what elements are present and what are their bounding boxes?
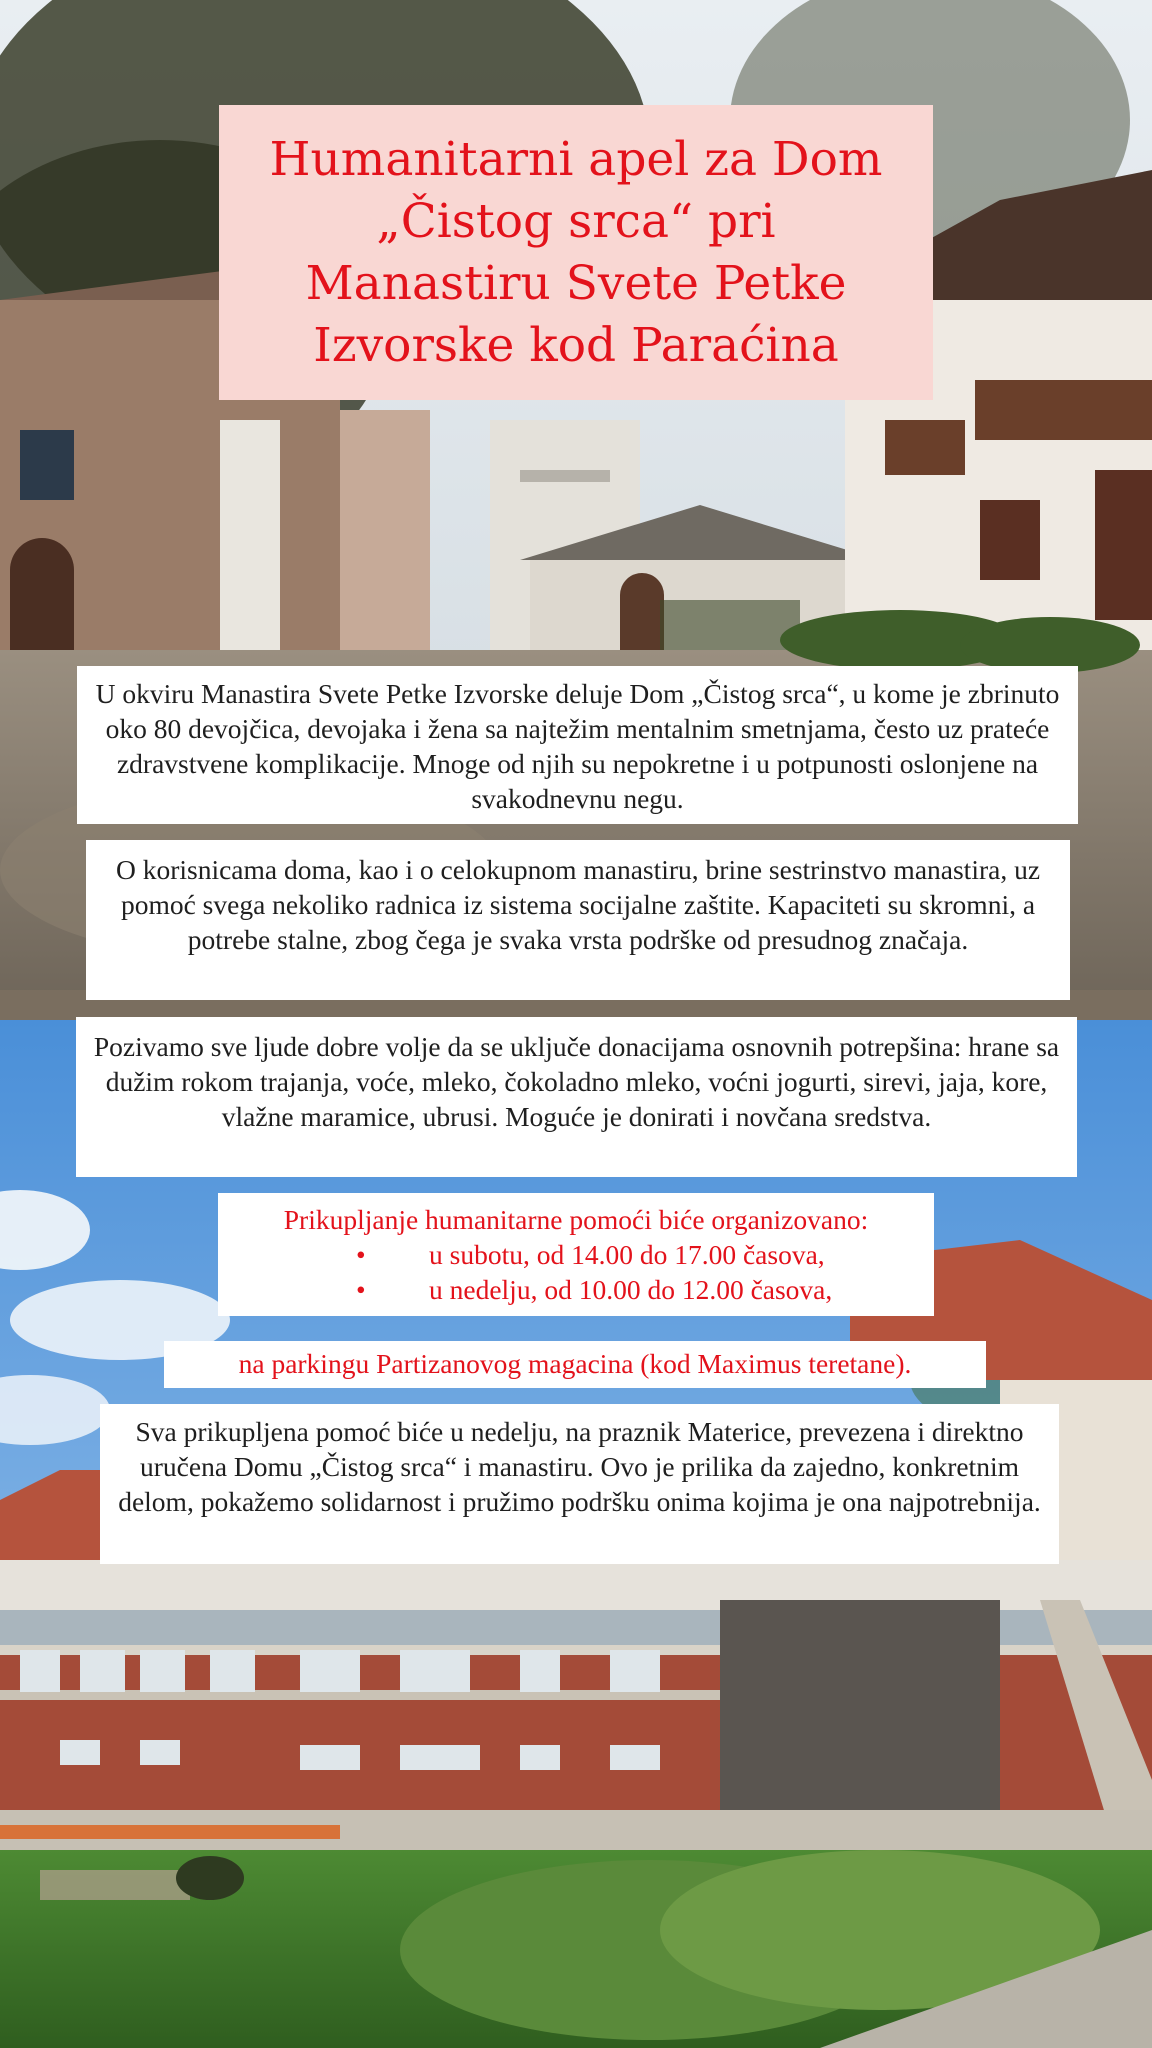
closing-paragraph: Sva prikupljena pomoć biće u nedelju, na praznik Materice, prevezena i direktno uručena Domu „Čistog srca“ i manastiru. Ovo je prilika da zajedno, konkretnim delom, pokažemo solidarnost i pružimo podršku onima kojima je ona najpotrebnija. <box>118 1416 1041 1517</box>
donation-call-paragraph: Pozivamo sve ljude dobre volje da se uključe donacijama osnovnih potrepšina: hrane sa dužim rokom trajanja, voće, mleko, čokoladno mleko, voćni jogurti, sirevi, jaja, kore, vlažne maramice, ubrusi. Moguće je donirati i novčana sredstva. <box>93 1031 1060 1132</box>
closing-box <box>100 1404 1059 1564</box>
care-box <box>86 840 1070 1000</box>
intro-box <box>77 666 1078 824</box>
collection-lead: Prikupljanje humanitarne pomoći biće organizovano: <box>283 1204 869 1235</box>
schedule-item-saturday <box>228 1237 924 1272</box>
title-box <box>219 105 933 400</box>
schedule-item-sunday <box>228 1272 924 1307</box>
schedule-item-text: u subotu, od 14.00 do 17.00 časova, <box>429 1239 825 1270</box>
intro-paragraph: U okviru Manastira Svete Petke Izvorske deluje Dom „Čistog srca“, u kome je zbrinuto oko 80 devojčica, devojaka i žena sa najtežim mentalnim smetnjama, često uz prateće zdravstvene komplikacije. Mnoge od njih su nepokretne i u potpunosti oslonjene na svakodnevnu negu. <box>95 678 1060 814</box>
page-title: Humanitarni apel za Dom „Čistog srca“ pri Manastiru Svete Petke Izvorske kod Paraćina <box>269 131 883 373</box>
collection-schedule-box <box>218 1193 934 1316</box>
bullet-icon: • <box>356 1239 366 1270</box>
location-text: na parkingu Partizanovog magacina (kod Maximus teretane). <box>238 1348 912 1379</box>
bullet-icon: • <box>356 1274 366 1305</box>
location-box <box>164 1341 986 1388</box>
care-paragraph: O korisnicama doma, kao i o celokupnom manastiru, brine sestrinstvo manastira, uz pomoć svega nekoliko radnica iz sistema socijalne zaštite. Kapaciteti su skromni, a potrebe stalne, zbog čega je svaka vrsta podrške od presudnog značaja. <box>115 854 1041 955</box>
donation-call-box <box>76 1017 1077 1177</box>
schedule-item-text: u nedelju, od 10.00 do 12.00 časova, <box>429 1274 833 1305</box>
